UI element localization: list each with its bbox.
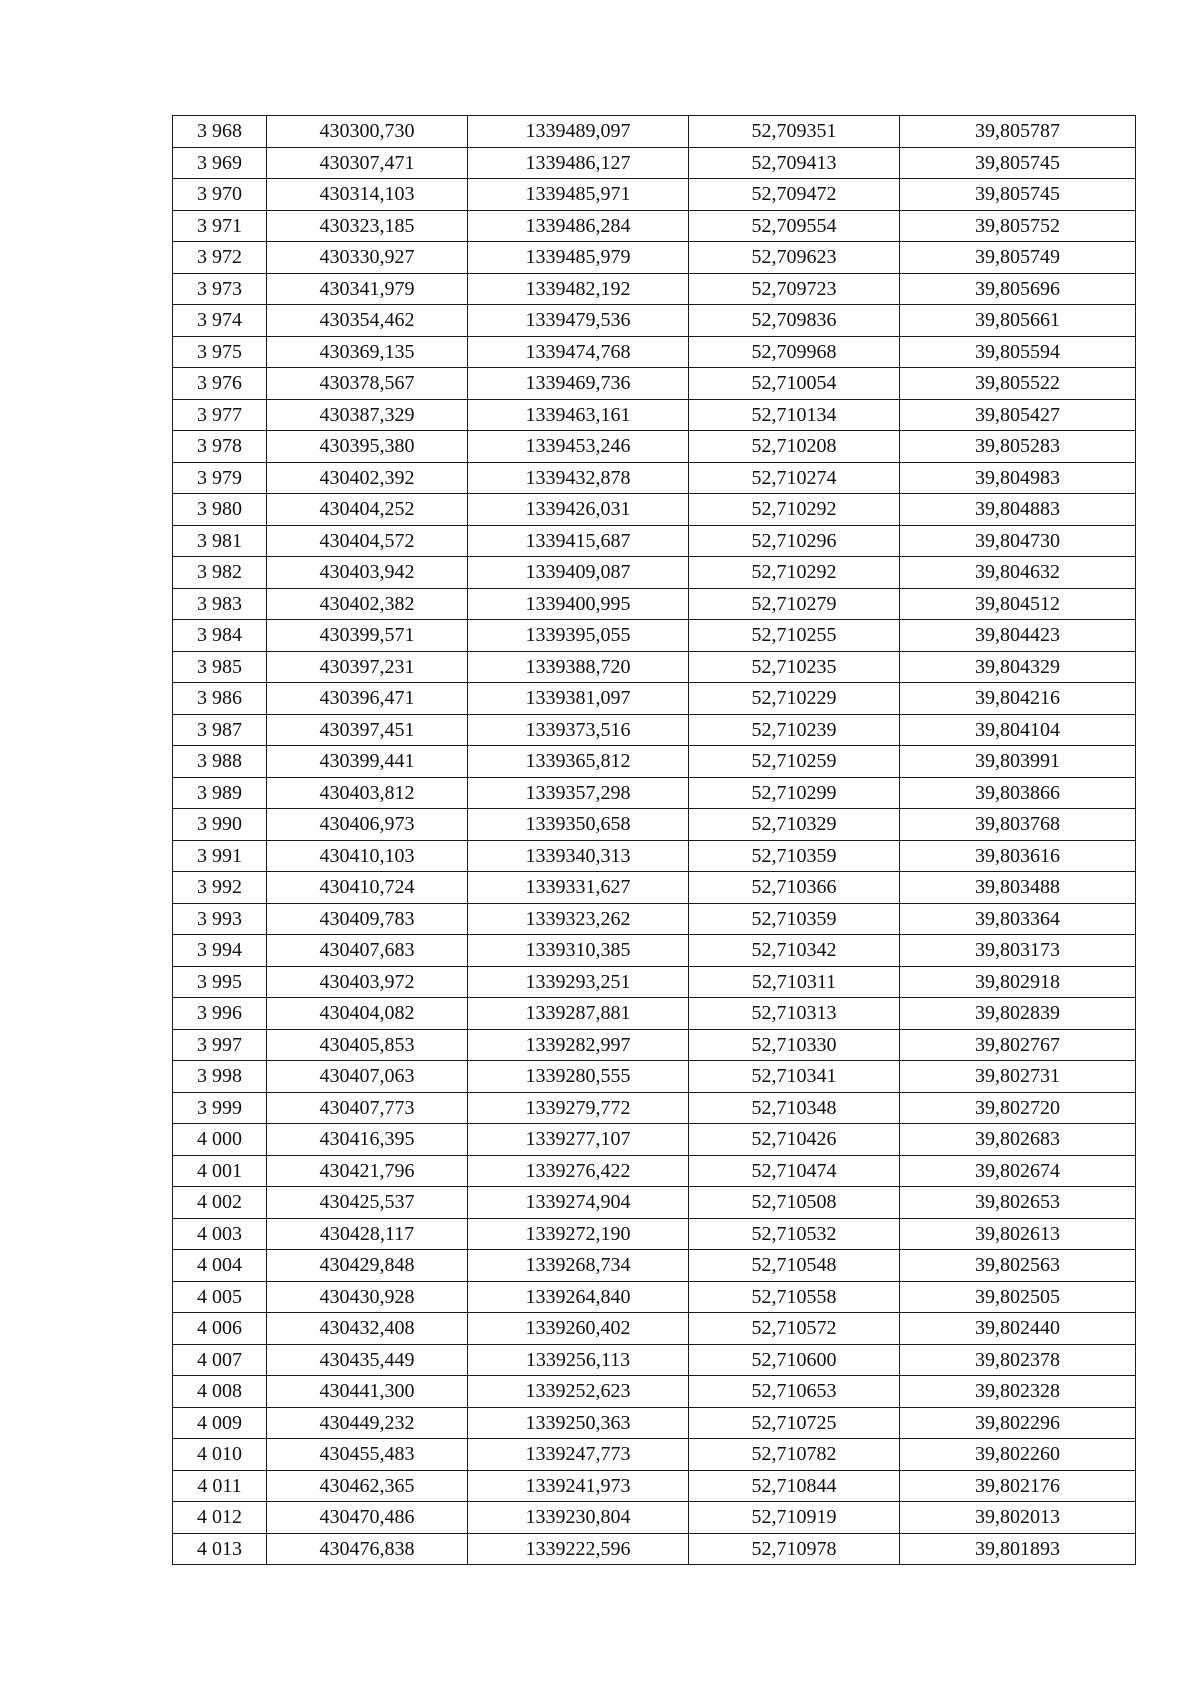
table-row [173, 872, 1136, 904]
longitude-cell: 39,802613 [900, 1218, 1136, 1250]
table-row [173, 683, 1136, 715]
point-number-cell: 3 968 [173, 116, 267, 148]
table-row [173, 336, 1136, 368]
longitude-cell: 39,804329 [900, 651, 1136, 683]
x-coordinate-cell: 430307,471 [267, 147, 468, 179]
x-coordinate-cell: 430409,783 [267, 903, 468, 935]
longitude-cell: 39,805696 [900, 273, 1136, 305]
longitude-cell: 39,802653 [900, 1187, 1136, 1219]
table-row [173, 746, 1136, 778]
y-coordinate-cell: 1339272,190 [468, 1218, 689, 1250]
x-coordinate-cell: 430407,773 [267, 1092, 468, 1124]
table-row [173, 1502, 1136, 1534]
table-row [173, 147, 1136, 179]
point-number-cell: 3 973 [173, 273, 267, 305]
table-row [173, 1313, 1136, 1345]
longitude-cell: 39,805745 [900, 147, 1136, 179]
point-number-cell: 4 008 [173, 1376, 267, 1408]
y-coordinate-cell: 1339260,402 [468, 1313, 689, 1345]
point-number-cell: 3 987 [173, 714, 267, 746]
longitude-cell: 39,805594 [900, 336, 1136, 368]
point-number-cell: 3 980 [173, 494, 267, 526]
y-coordinate-cell: 1339486,284 [468, 210, 689, 242]
x-coordinate-cell: 430429,848 [267, 1250, 468, 1282]
latitude-cell: 52,710725 [689, 1407, 900, 1439]
latitude-cell: 52,710299 [689, 777, 900, 809]
latitude-cell: 52,709623 [689, 242, 900, 274]
longitude-cell: 39,803364 [900, 903, 1136, 935]
table-row [173, 1092, 1136, 1124]
table-row [173, 305, 1136, 337]
y-coordinate-cell: 1339400,995 [468, 588, 689, 620]
y-coordinate-cell: 1339350,658 [468, 809, 689, 841]
table-row [173, 557, 1136, 589]
point-number-cell: 4 007 [173, 1344, 267, 1376]
y-coordinate-cell: 1339340,313 [468, 840, 689, 872]
table-row [173, 1281, 1136, 1313]
latitude-cell: 52,710313 [689, 998, 900, 1030]
latitude-cell: 52,710292 [689, 494, 900, 526]
x-coordinate-cell: 430407,063 [267, 1061, 468, 1093]
longitude-cell: 39,802440 [900, 1313, 1136, 1345]
table-row [173, 840, 1136, 872]
y-coordinate-cell: 1339264,840 [468, 1281, 689, 1313]
point-number-cell: 4 012 [173, 1502, 267, 1534]
y-coordinate-cell: 1339395,055 [468, 620, 689, 652]
table-row [173, 935, 1136, 967]
point-number-cell: 4 011 [173, 1470, 267, 1502]
table-row [173, 116, 1136, 148]
x-coordinate-cell: 430387,329 [267, 399, 468, 431]
latitude-cell: 52,710359 [689, 903, 900, 935]
longitude-cell: 39,802674 [900, 1155, 1136, 1187]
longitude-cell: 39,803991 [900, 746, 1136, 778]
point-number-cell: 3 981 [173, 525, 267, 557]
latitude-cell: 52,709472 [689, 179, 900, 211]
x-coordinate-cell: 430330,927 [267, 242, 468, 274]
y-coordinate-cell: 1339373,516 [468, 714, 689, 746]
x-coordinate-cell: 430403,942 [267, 557, 468, 589]
latitude-cell: 52,710844 [689, 1470, 900, 1502]
point-number-cell: 3 972 [173, 242, 267, 274]
point-number-cell: 3 988 [173, 746, 267, 778]
longitude-cell: 39,803488 [900, 872, 1136, 904]
y-coordinate-cell: 1339256,113 [468, 1344, 689, 1376]
point-number-cell: 4 000 [173, 1124, 267, 1156]
table-row [173, 494, 1136, 526]
latitude-cell: 52,710532 [689, 1218, 900, 1250]
latitude-cell: 52,710366 [689, 872, 900, 904]
x-coordinate-cell: 430378,567 [267, 368, 468, 400]
latitude-cell: 52,710239 [689, 714, 900, 746]
y-coordinate-cell: 1339474,768 [468, 336, 689, 368]
x-coordinate-cell: 430369,135 [267, 336, 468, 368]
point-number-cell: 3 985 [173, 651, 267, 683]
x-coordinate-cell: 430397,231 [267, 651, 468, 683]
latitude-cell: 52,709968 [689, 336, 900, 368]
table-row [173, 1439, 1136, 1471]
x-coordinate-cell: 430403,812 [267, 777, 468, 809]
x-coordinate-cell: 430396,471 [267, 683, 468, 715]
x-coordinate-cell: 430410,103 [267, 840, 468, 872]
point-number-cell: 4 005 [173, 1281, 267, 1313]
x-coordinate-cell: 430432,408 [267, 1313, 468, 1345]
x-coordinate-cell: 430410,724 [267, 872, 468, 904]
point-number-cell: 3 971 [173, 210, 267, 242]
longitude-cell: 39,804104 [900, 714, 1136, 746]
longitude-cell: 39,802683 [900, 1124, 1136, 1156]
table-row [173, 1061, 1136, 1093]
point-number-cell: 3 997 [173, 1029, 267, 1061]
latitude-cell: 52,710342 [689, 935, 900, 967]
latitude-cell: 52,710978 [689, 1533, 900, 1565]
point-number-cell: 3 991 [173, 840, 267, 872]
point-number-cell: 4 009 [173, 1407, 267, 1439]
longitude-cell: 39,801893 [900, 1533, 1136, 1565]
y-coordinate-cell: 1339381,097 [468, 683, 689, 715]
x-coordinate-cell: 430399,441 [267, 746, 468, 778]
x-coordinate-cell: 430435,449 [267, 1344, 468, 1376]
point-number-cell: 3 999 [173, 1092, 267, 1124]
point-number-cell: 3 977 [173, 399, 267, 431]
longitude-cell: 39,802720 [900, 1092, 1136, 1124]
x-coordinate-cell: 430421,796 [267, 1155, 468, 1187]
latitude-cell: 52,710296 [689, 525, 900, 557]
y-coordinate-cell: 1339241,973 [468, 1470, 689, 1502]
x-coordinate-cell: 430416,395 [267, 1124, 468, 1156]
latitude-cell: 52,710919 [689, 1502, 900, 1534]
table-row [173, 1407, 1136, 1439]
table-row [173, 399, 1136, 431]
table-row [173, 651, 1136, 683]
latitude-cell: 52,710782 [689, 1439, 900, 1471]
table-row [173, 525, 1136, 557]
longitude-cell: 39,802296 [900, 1407, 1136, 1439]
longitude-cell: 39,802260 [900, 1439, 1136, 1471]
table-row [173, 1218, 1136, 1250]
y-coordinate-cell: 1339357,298 [468, 777, 689, 809]
table-row [173, 1250, 1136, 1282]
table-row [173, 1470, 1136, 1502]
point-number-cell: 3 993 [173, 903, 267, 935]
table-row [173, 242, 1136, 274]
x-coordinate-cell: 430407,683 [267, 935, 468, 967]
point-number-cell: 3 979 [173, 462, 267, 494]
latitude-cell: 52,710330 [689, 1029, 900, 1061]
latitude-cell: 52,710274 [689, 462, 900, 494]
latitude-cell: 52,710292 [689, 557, 900, 589]
point-number-cell: 3 970 [173, 179, 267, 211]
table-row [173, 368, 1136, 400]
latitude-cell: 52,709554 [689, 210, 900, 242]
x-coordinate-cell: 430399,571 [267, 620, 468, 652]
x-coordinate-cell: 430404,082 [267, 998, 468, 1030]
latitude-cell: 52,710255 [689, 620, 900, 652]
point-number-cell: 3 998 [173, 1061, 267, 1093]
point-number-cell: 3 996 [173, 998, 267, 1030]
x-coordinate-cell: 430462,365 [267, 1470, 468, 1502]
point-number-cell: 4 006 [173, 1313, 267, 1345]
table-row [173, 1187, 1136, 1219]
latitude-cell: 52,710653 [689, 1376, 900, 1408]
coordinates-table-body [173, 116, 1136, 1565]
longitude-cell: 39,805427 [900, 399, 1136, 431]
table-row [173, 1344, 1136, 1376]
point-number-cell: 3 974 [173, 305, 267, 337]
table-row [173, 1376, 1136, 1408]
table-row [173, 714, 1136, 746]
longitude-cell: 39,802767 [900, 1029, 1136, 1061]
x-coordinate-cell: 430402,382 [267, 588, 468, 620]
longitude-cell: 39,802731 [900, 1061, 1136, 1093]
longitude-cell: 39,803768 [900, 809, 1136, 841]
table-row [173, 966, 1136, 998]
point-number-cell: 3 989 [173, 777, 267, 809]
y-coordinate-cell: 1339282,997 [468, 1029, 689, 1061]
longitude-cell: 39,805283 [900, 431, 1136, 463]
table-row [173, 210, 1136, 242]
longitude-cell: 39,802013 [900, 1502, 1136, 1534]
x-coordinate-cell: 430406,973 [267, 809, 468, 841]
y-coordinate-cell: 1339486,127 [468, 147, 689, 179]
latitude-cell: 52,710600 [689, 1344, 900, 1376]
point-number-cell: 3 984 [173, 620, 267, 652]
longitude-cell: 39,804216 [900, 683, 1136, 715]
latitude-cell: 52,709723 [689, 273, 900, 305]
latitude-cell: 52,710208 [689, 431, 900, 463]
y-coordinate-cell: 1339247,773 [468, 1439, 689, 1471]
latitude-cell: 52,710311 [689, 966, 900, 998]
x-coordinate-cell: 430397,451 [267, 714, 468, 746]
longitude-cell: 39,804730 [900, 525, 1136, 557]
coordinates-table [172, 115, 1136, 1565]
y-coordinate-cell: 1339409,087 [468, 557, 689, 589]
point-number-cell: 3 995 [173, 966, 267, 998]
table-row [173, 620, 1136, 652]
longitude-cell: 39,805787 [900, 116, 1136, 148]
longitude-cell: 39,802563 [900, 1250, 1136, 1282]
x-coordinate-cell: 430403,972 [267, 966, 468, 998]
table-row [173, 179, 1136, 211]
longitude-cell: 39,803173 [900, 935, 1136, 967]
y-coordinate-cell: 1339331,627 [468, 872, 689, 904]
y-coordinate-cell: 1339293,251 [468, 966, 689, 998]
x-coordinate-cell: 430341,979 [267, 273, 468, 305]
y-coordinate-cell: 1339485,979 [468, 242, 689, 274]
latitude-cell: 52,710341 [689, 1061, 900, 1093]
point-number-cell: 4 004 [173, 1250, 267, 1282]
x-coordinate-cell: 430449,232 [267, 1407, 468, 1439]
point-number-cell: 4 003 [173, 1218, 267, 1250]
y-coordinate-cell: 1339230,804 [468, 1502, 689, 1534]
x-coordinate-cell: 430300,730 [267, 116, 468, 148]
y-coordinate-cell: 1339453,246 [468, 431, 689, 463]
latitude-cell: 52,710548 [689, 1250, 900, 1282]
x-coordinate-cell: 430430,928 [267, 1281, 468, 1313]
y-coordinate-cell: 1339485,971 [468, 179, 689, 211]
table-row [173, 1533, 1136, 1565]
longitude-cell: 39,805522 [900, 368, 1136, 400]
x-coordinate-cell: 430428,117 [267, 1218, 468, 1250]
latitude-cell: 52,710508 [689, 1187, 900, 1219]
table-row [173, 998, 1136, 1030]
longitude-cell: 39,805752 [900, 210, 1136, 242]
point-number-cell: 3 975 [173, 336, 267, 368]
y-coordinate-cell: 1339426,031 [468, 494, 689, 526]
longitude-cell: 39,802176 [900, 1470, 1136, 1502]
latitude-cell: 52,710054 [689, 368, 900, 400]
y-coordinate-cell: 1339252,623 [468, 1376, 689, 1408]
latitude-cell: 52,710426 [689, 1124, 900, 1156]
longitude-cell: 39,802839 [900, 998, 1136, 1030]
x-coordinate-cell: 430395,380 [267, 431, 468, 463]
y-coordinate-cell: 1339365,812 [468, 746, 689, 778]
latitude-cell: 52,709351 [689, 116, 900, 148]
x-coordinate-cell: 430354,462 [267, 305, 468, 337]
latitude-cell: 52,710329 [689, 809, 900, 841]
longitude-cell: 39,804983 [900, 462, 1136, 494]
point-number-cell: 3 990 [173, 809, 267, 841]
x-coordinate-cell: 430405,853 [267, 1029, 468, 1061]
x-coordinate-cell: 430476,838 [267, 1533, 468, 1565]
point-number-cell: 3 969 [173, 147, 267, 179]
latitude-cell: 52,710359 [689, 840, 900, 872]
point-number-cell: 4 001 [173, 1155, 267, 1187]
x-coordinate-cell: 430404,252 [267, 494, 468, 526]
longitude-cell: 39,804512 [900, 588, 1136, 620]
latitude-cell: 52,710235 [689, 651, 900, 683]
x-coordinate-cell: 430314,103 [267, 179, 468, 211]
latitude-cell: 52,710134 [689, 399, 900, 431]
x-coordinate-cell: 430404,572 [267, 525, 468, 557]
table-row [173, 903, 1136, 935]
table-row [173, 588, 1136, 620]
y-coordinate-cell: 1339250,363 [468, 1407, 689, 1439]
y-coordinate-cell: 1339479,536 [468, 305, 689, 337]
longitude-cell: 39,804883 [900, 494, 1136, 526]
x-coordinate-cell: 430402,392 [267, 462, 468, 494]
point-number-cell: 3 986 [173, 683, 267, 715]
latitude-cell: 52,710572 [689, 1313, 900, 1345]
y-coordinate-cell: 1339277,107 [468, 1124, 689, 1156]
latitude-cell: 52,709836 [689, 305, 900, 337]
table-row [173, 273, 1136, 305]
y-coordinate-cell: 1339222,596 [468, 1533, 689, 1565]
y-coordinate-cell: 1339274,904 [468, 1187, 689, 1219]
table-row [173, 809, 1136, 841]
latitude-cell: 52,710558 [689, 1281, 900, 1313]
latitude-cell: 52,710348 [689, 1092, 900, 1124]
point-number-cell: 3 982 [173, 557, 267, 589]
point-number-cell: 3 978 [173, 431, 267, 463]
y-coordinate-cell: 1339268,734 [468, 1250, 689, 1282]
longitude-cell: 39,802505 [900, 1281, 1136, 1313]
point-number-cell: 3 976 [173, 368, 267, 400]
y-coordinate-cell: 1339489,097 [468, 116, 689, 148]
y-coordinate-cell: 1339482,192 [468, 273, 689, 305]
y-coordinate-cell: 1339310,385 [468, 935, 689, 967]
longitude-cell: 39,805749 [900, 242, 1136, 274]
table-row [173, 1155, 1136, 1187]
longitude-cell: 39,803616 [900, 840, 1136, 872]
x-coordinate-cell: 430455,483 [267, 1439, 468, 1471]
point-number-cell: 4 010 [173, 1439, 267, 1471]
y-coordinate-cell: 1339279,772 [468, 1092, 689, 1124]
table-row [173, 462, 1136, 494]
longitude-cell: 39,805661 [900, 305, 1136, 337]
y-coordinate-cell: 1339432,878 [468, 462, 689, 494]
y-coordinate-cell: 1339276,422 [468, 1155, 689, 1187]
latitude-cell: 52,710279 [689, 588, 900, 620]
latitude-cell: 52,710474 [689, 1155, 900, 1187]
y-coordinate-cell: 1339287,881 [468, 998, 689, 1030]
latitude-cell: 52,709413 [689, 147, 900, 179]
point-number-cell: 4 013 [173, 1533, 267, 1565]
y-coordinate-cell: 1339280,555 [468, 1061, 689, 1093]
table-row [173, 777, 1136, 809]
table-row [173, 1124, 1136, 1156]
y-coordinate-cell: 1339388,720 [468, 651, 689, 683]
y-coordinate-cell: 1339323,262 [468, 903, 689, 935]
longitude-cell: 39,804632 [900, 557, 1136, 589]
longitude-cell: 39,804423 [900, 620, 1136, 652]
x-coordinate-cell: 430323,185 [267, 210, 468, 242]
x-coordinate-cell: 430470,486 [267, 1502, 468, 1534]
y-coordinate-cell: 1339469,736 [468, 368, 689, 400]
longitude-cell: 39,802328 [900, 1376, 1136, 1408]
table-row [173, 431, 1136, 463]
y-coordinate-cell: 1339463,161 [468, 399, 689, 431]
point-number-cell: 4 002 [173, 1187, 267, 1219]
x-coordinate-cell: 430425,537 [267, 1187, 468, 1219]
longitude-cell: 39,802918 [900, 966, 1136, 998]
latitude-cell: 52,710259 [689, 746, 900, 778]
longitude-cell: 39,802378 [900, 1344, 1136, 1376]
y-coordinate-cell: 1339415,687 [468, 525, 689, 557]
latitude-cell: 52,710229 [689, 683, 900, 715]
longitude-cell: 39,803866 [900, 777, 1136, 809]
x-coordinate-cell: 430441,300 [267, 1376, 468, 1408]
point-number-cell: 3 994 [173, 935, 267, 967]
table-row [173, 1029, 1136, 1061]
point-number-cell: 3 983 [173, 588, 267, 620]
longitude-cell: 39,805745 [900, 179, 1136, 211]
point-number-cell: 3 992 [173, 872, 267, 904]
